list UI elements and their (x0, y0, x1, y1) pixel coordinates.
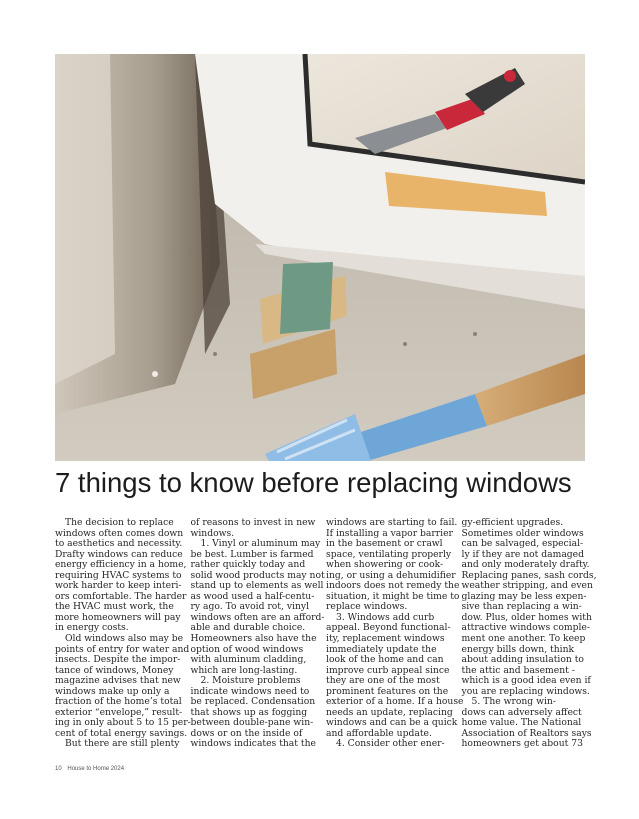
text-line: and only moderately drafty. (461, 559, 590, 571)
text-line: windows indicates that the (190, 738, 316, 750)
text-line: Homeowners also have the (190, 633, 317, 645)
text-line: energy bills down, think (461, 643, 575, 655)
text-line: to aesthetics and necessity. (55, 538, 183, 550)
text-line: ors comfortable. The harder (55, 590, 187, 602)
text-line: tance of windows, Money (55, 664, 174, 676)
text-line: homeowners get about 73 (461, 738, 583, 750)
text-line: glazing may be less expen- (461, 590, 587, 602)
text-line: Sometimes older windows (461, 527, 584, 539)
text-line: replace windows. (326, 601, 408, 613)
green-shim (280, 262, 333, 334)
text-line: be best. Lumber is farmed (190, 548, 314, 560)
text-line: solid wood products may not (190, 569, 325, 581)
text-line: when showering or cook- (326, 559, 444, 571)
text-line: ity, replacement windows (326, 633, 445, 645)
text-line: in the basement or crawl (326, 538, 443, 550)
article-body (55, 517, 597, 758)
text-column-2 (190, 517, 325, 758)
text-line: indoors does not remedy the (326, 580, 460, 592)
text-line: exterior of a home. If a house (326, 696, 464, 708)
text-line: points of entry for water and (55, 643, 190, 655)
text-line: insects. Despite the impor- (55, 654, 181, 666)
article-photo (55, 54, 585, 461)
text-line: Association of Realtors says (461, 727, 592, 739)
text-line: dows or on the inside of (190, 727, 303, 739)
text-line: home value. The National (461, 717, 582, 729)
text-line: windows. (190, 527, 235, 539)
text-line: as wood used a half-centu- (190, 590, 315, 602)
text-line: dow. Plus, older homes with (461, 611, 592, 623)
text-line: option of wood windows (190, 643, 304, 655)
text-line: But there are still plenty (65, 738, 180, 750)
text-line: the attic and basement - (461, 664, 575, 676)
text-line: ry ago. To avoid rot, vinyl (190, 601, 310, 613)
text-line: requiring HVAC systems to (55, 569, 182, 581)
text-line: able and durable choice. (190, 622, 306, 634)
text-column-3 (326, 517, 464, 758)
text-line: immediately update the (326, 643, 437, 655)
text-line: 2. Moisture problems (200, 675, 301, 687)
text-line: cent of total energy savings. (55, 727, 188, 739)
text-line: with aluminum cladding, (190, 654, 307, 666)
wall-edge (55, 54, 115, 384)
text-column-4 (461, 517, 597, 758)
text-column-1 (55, 517, 191, 758)
text-line: The decision to replace (65, 517, 174, 528)
text-line: ly if they are not damaged (461, 548, 585, 560)
text-line: sive than replacing a win- (461, 601, 582, 613)
text-line: 5. The wrong win- (471, 696, 556, 708)
text-line: exterior “envelope,” result- (55, 706, 183, 718)
text-line: ing in only about 5 to 15 per- (55, 717, 191, 729)
text-line: be replaced. Condensation (190, 696, 316, 708)
text-line: dows can adversely affect (461, 706, 582, 718)
text-line: windows make up only a (55, 685, 170, 697)
text-line: windows often comes down (55, 527, 184, 539)
text-line: Replacing panes, sash cords, (461, 569, 597, 581)
text-line: work harder to keep interi- (55, 580, 182, 592)
text-line: energy efficiency in a home, (55, 559, 187, 571)
text-line: between double-pane win- (190, 717, 314, 729)
text-line: 1. Vinyl or aluminum may (200, 538, 321, 550)
text-line: which are long-lasting. (190, 664, 298, 676)
text-line: situation, it might be time to (326, 590, 460, 602)
text-line: more homeowners will pay (55, 611, 181, 623)
text-line: of reasons to invest in new (190, 517, 316, 528)
text-line: Old windows also may be (65, 633, 184, 645)
text-line: windows are starting to fail. (326, 517, 458, 528)
text-line: 4. Consider other ener- (336, 738, 445, 750)
text-line: which is a good idea even if (461, 675, 591, 687)
text-line: ing, or using a dehumidifier (326, 569, 456, 581)
text-line: improve curb appeal since (326, 664, 450, 676)
text-line: stand up to elements as well (190, 580, 324, 592)
text-line: that shows up as fogging (190, 706, 308, 718)
text-line: space, ventilating properly (326, 548, 452, 560)
publication-name: House to Home 2024 (67, 766, 125, 772)
text-line: Drafty windows can reduce (55, 548, 183, 560)
text-line: fraction of the home’s total (55, 696, 182, 708)
text-line: indicate windows need to (190, 685, 310, 697)
page-number: 10 (55, 766, 62, 772)
text-line: gy-efficient upgrades. (461, 517, 564, 528)
text-line: 3. Windows add curb (336, 611, 435, 623)
text-line: If installing a vapor barrier (326, 527, 453, 539)
text-line: prominent features on the (326, 685, 449, 697)
text-line: look of the home and can (326, 654, 444, 666)
text-line: and affordable update. (326, 727, 432, 739)
window-installation-photo (55, 54, 585, 461)
article-headline: 7 things to know before replacing windows (55, 467, 572, 498)
text-line: windows and can be a quick (326, 717, 458, 729)
text-line: they are one of the most (326, 675, 440, 687)
page-footer (55, 766, 124, 772)
text-line: rather quickly today and (190, 559, 306, 571)
text-line: attractive windows comple- (461, 622, 590, 634)
text-line: windows often are an afford- (190, 611, 325, 623)
text-line: magazine advises that new (55, 675, 181, 687)
text-line: the HVAC must work, the (55, 601, 174, 613)
text-line: you are replacing windows. (461, 685, 590, 697)
text-line: ment one another. To keep (461, 633, 586, 645)
text-line: about adding insulation to (461, 654, 584, 666)
text-line: weather stripping, and even (461, 580, 593, 592)
text-line: in energy costs. (55, 622, 129, 634)
text-line: appeal. Beyond functional- (326, 622, 451, 634)
text-line: needs an update, replacing (326, 706, 453, 718)
text-line: can be salvaged, especial- (461, 538, 584, 550)
